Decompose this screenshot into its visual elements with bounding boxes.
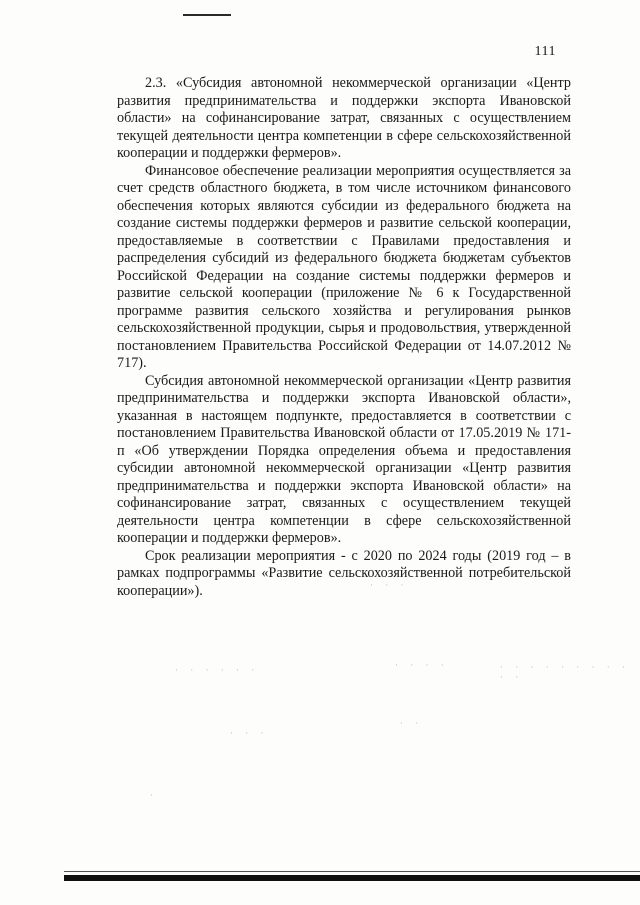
scan-noise: · · · <box>230 728 269 738</box>
scan-noise: · · · · · · · · · · · <box>500 662 630 682</box>
scan-noise: · <box>150 790 158 800</box>
top-scan-mark <box>183 14 231 16</box>
scan-noise: · · <box>400 718 424 728</box>
document-body <box>117 75 571 600</box>
scan-noise: · · · · · · <box>175 665 260 675</box>
paragraph-subsidy-title: 2.3. «Субсидия автономной некоммерческой организации «Центр развития предпринимательства и поддержки экспорта Ивановской области» на софинансирование затрат, связанных с осуществлением текущей деятельности центра компетенции в сфере сельскохозяйственной кооперации и поддержки фермеров». <box>117 75 571 161</box>
bottom-edge-line <box>64 871 640 872</box>
paragraph-subsidy-order: Субсидия автономной некоммерческой организации «Центр развития предпринимательства и поддержки экспорта Ивановской области», указанная в настоящем подпункте, предоставляется в соответствии с постановлением Правительства Ивановской области от 17.05.2019 № 171-п «Об утверждении Порядка определения объема и предоставления субсидии автономной некоммерческой организации «Центр развития предпринимательства и поддержки экспорта Ивановской области» на софинансирование затрат, связанных с осуществлением текущей деятельности центра компетенции в сфере сельскохозяйственной кооперации и поддержки фермеров». <box>117 372 571 546</box>
bottom-edge-bar <box>64 875 640 881</box>
scan-noise: · · · <box>370 580 409 590</box>
paragraph-financing: Финансовое обеспечение реализации мероприятия осуществляется за счет средств областного бюджета, в том числе источником финансового обеспечения которых являются субсидии из федерального бюджета на создание системы поддержки фермеров и развитие сельской кооперации, предоставляемые в соответствии с Правилами предоставления и распределения субсидий из федерального бюджета бюджетам субъектов Российской Федерации на создание системы поддержки фермеров и развитие сельской кооперации (приложение № 6 к Государственной программе развития сельского хозяйства и регулирования рынков сельскохозяйственной продукции, сырья и продовольствия, утвержденной постановлением Правительства Российской Федерации от 14.07.2012 № 717). <box>117 162 571 371</box>
paragraph-implementation-period: Срок реализации мероприятия - с 2020 по 2024 годы (2019 год – в рамках подпрограммы «Развитие сельскохозяйственной потребительской кооперации»). <box>117 547 571 599</box>
scan-noise: · · · · <box>395 660 449 670</box>
page-number: 111 <box>534 44 556 59</box>
